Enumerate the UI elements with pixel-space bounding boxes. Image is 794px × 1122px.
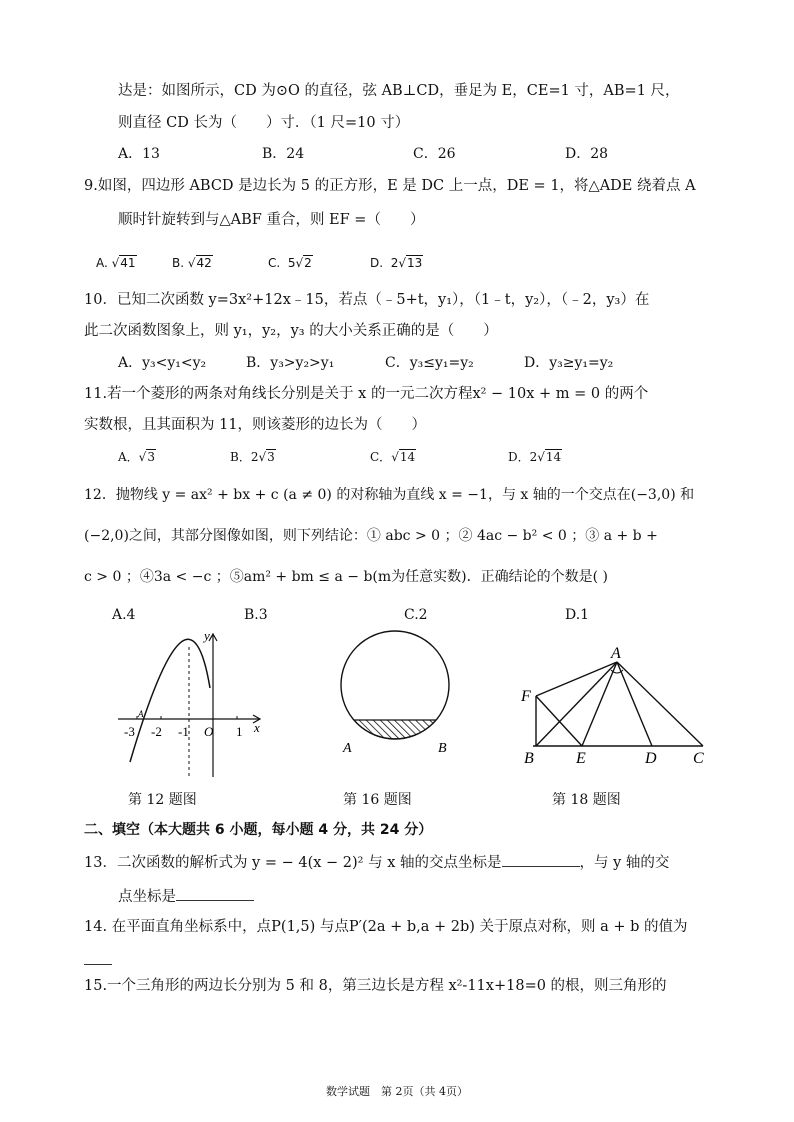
q13-line1: 13．二次函数的解析式为 y = − 4(x − 2)² 与 x 轴的交点坐标是 ，与 y 轴的交: [84, 852, 669, 873]
q10-line1: 10．已知二次函数 y=3x²+12x﹣15，若点（﹣5+t，y₁），（1﹣t，y₂），（﹣2，y₃）在: [84, 292, 650, 308]
fig16-circle-figure: [330, 628, 470, 758]
fig12-tick-n2: -2: [151, 724, 162, 739]
q12-option-a: A.4: [112, 607, 136, 623]
q12-line2: (−2,0)之间，其部分图像如图，则下列结论：① abc > 0 ；② 4ac − b² < 0 ；③ a + b +: [84, 528, 658, 544]
fig12-parabola-graph: [110, 622, 270, 782]
q11-line1: 11.若一个菱形的两条对角线长分别是关于 x 的一元二次方程x² − 10x + m = 0 的两个: [84, 386, 649, 402]
q13-line2: 点坐标是: [118, 886, 254, 907]
fig12-y-label: y: [204, 628, 210, 643]
fig16-caption: 第 16 题图: [343, 792, 412, 808]
fig16-a-label: A: [343, 741, 352, 756]
fig12-a-label: A: [138, 709, 144, 719]
q10-option-a: A．y₃<y₁<y₂: [118, 355, 207, 371]
q11-option-d: D．2√14: [508, 450, 562, 464]
fig12-caption: 第 12 题图: [128, 792, 197, 808]
q10-option-d: D．y₃≥y₁=y₂: [524, 355, 614, 371]
q9-line1: 9.如图，四边形 ABCD 是边长为 5 的正方形，E 是 DC 上一点，DE = 1，将△ADE 绕着点 A: [84, 178, 696, 194]
q12-option-b: B.3: [244, 607, 268, 623]
q8-option-d: D．28: [565, 146, 609, 162]
q9-option-a: A. √41: [96, 256, 136, 270]
q9-option-d: D. 2√13: [370, 256, 423, 270]
q12-line1: 12．抛物线 y = ax² + bx + c (a ≠ 0) 的对称轴为直线 x = −1，与 x 轴的一个交点在(−3,0) 和: [84, 487, 695, 503]
q9-line2: 顺时针旋转到与△ABF 重合，则 EF =（ ）: [118, 212, 425, 228]
q13-blank-1[interactable]: [502, 852, 580, 867]
q9-option-b: B. √42: [172, 256, 212, 270]
section-2-title: 二、填空（本大题共 6 小题，每小题 4 分，共 24 分）: [84, 822, 433, 838]
fig18-c-label: C: [693, 750, 704, 767]
q8-line2: 则直径 CD 长为（ ）寸．（1 尺=10 寸）: [118, 115, 410, 131]
fig18-a-label: A: [611, 645, 621, 662]
q8-option-a: A．13: [118, 146, 160, 162]
fig18-f-label: F: [521, 688, 531, 705]
q10-line2: 此二次函数图象上，则 y₁，y₂，y₃ 的大小关系正确的是（ ）: [84, 323, 498, 339]
q8-line1: 达是：如图所示，CD 为⊙O 的直径，弦 AB⊥CD，垂足为 E，CE=1 寸，AB=1 尺，: [118, 83, 680, 99]
q14-line1: 14. 在平面直角坐标系中，点P(1,5) 与点P′(2a + b,a + 2b) 关于原点对称，则 a + b 的值为: [84, 919, 688, 935]
page-footer: 数学试题 第 2页（共 4页）: [326, 1085, 468, 1098]
fig18-e-label: E: [576, 750, 586, 767]
q10-option-b: B．y₃>y₂>y₁: [246, 355, 335, 371]
q15-line1: 15.一个三角形的两边长分别为 5 和 8，第三边长是方程 x²-11x+18=0 的根，则三角形的: [84, 978, 667, 994]
fig16-b-label: B: [438, 741, 447, 756]
fig18-triangle-figure: [515, 640, 715, 770]
q10-option-c: C．y₃≤y₁=y₂: [385, 355, 474, 371]
q11-line2: 实数根，且其面积为 11，则该菱形的边长为（ ）: [84, 417, 427, 433]
fig18-b-label: B: [524, 750, 534, 767]
fig12-tick-n3: -3: [124, 724, 135, 739]
q14-blank[interactable]: [84, 964, 112, 965]
fig18-caption: 第 18 题图: [552, 792, 621, 808]
q13-blank-2[interactable]: [176, 886, 254, 901]
q11-option-c: C．√14: [370, 450, 416, 464]
fig12-tick-n1: -1: [178, 724, 189, 739]
q9-option-c: C. 5√2: [268, 256, 312, 270]
q11-option-b: B．2√3: [230, 450, 275, 464]
q8-option-c: C．26: [413, 146, 456, 162]
q8-option-b: B．24: [262, 146, 305, 162]
fig12-tick-p1: 1: [236, 724, 243, 739]
fig12-origin-label: O: [204, 724, 214, 739]
fig12-x-label: x: [254, 720, 260, 735]
q12-option-d: D.1: [565, 607, 590, 623]
q12-line3: c > 0 ；④3a < −c ；⑤am² + bm ≤ a − b(m为任意实数)．正确结论的个数是( ): [84, 569, 608, 585]
q12-option-c: C.2: [404, 607, 428, 623]
q11-option-a: A．√3: [118, 450, 155, 464]
fig18-d-label: D: [645, 750, 657, 767]
